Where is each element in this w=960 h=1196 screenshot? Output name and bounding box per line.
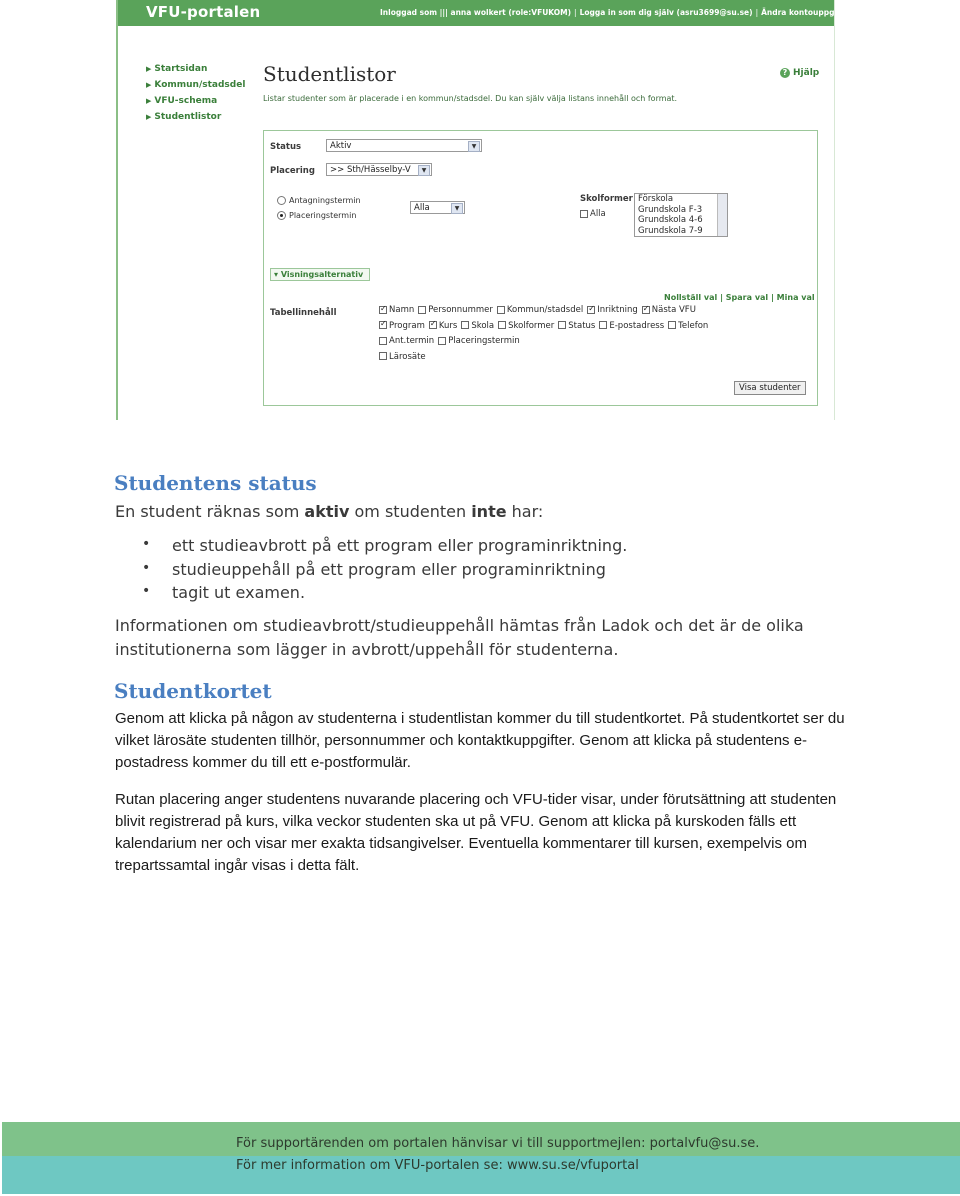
reset-selection-link[interactable]: Nollställ val [664, 293, 718, 302]
sidebar-item-vfu-schema[interactable]: ▶ VFU-schema [146, 96, 218, 106]
page-title: Studentlistor [263, 62, 396, 86]
status-label: Status [270, 142, 302, 152]
column-checkbox-lärosäte[interactable]: Lärosäte [379, 352, 426, 362]
placering-label: Placering [270, 166, 315, 176]
footer-banner [2, 1122, 960, 1194]
column-checkbox-kommun-stadsdel[interactable]: Kommun/stadsdel [497, 305, 583, 315]
column-checkbox-personnummer[interactable]: Personnummer [418, 305, 493, 315]
list-item[interactable]: Förskola [638, 194, 674, 204]
column-checkbox-kurs[interactable]: ✓ Kurs [429, 321, 457, 331]
checkbox [379, 321, 387, 329]
radio-antagningstermin[interactable]: Antagningstermin [277, 196, 361, 205]
my-selection-link[interactable]: Mina val [776, 293, 815, 302]
checkbox [379, 306, 387, 314]
column-checkbox-namn[interactable]: ✓ Namn [379, 305, 414, 315]
column-checkbox-placeringstermin[interactable]: Placeringstermin [438, 336, 520, 346]
radio-dot-selected [277, 211, 286, 220]
info-paragraph: Informationen om studieavbrott/studieuppehåll hämtas från Ladok och det är de olika institutionerna som lägger in avbrott/uppehåll för studenterna. [115, 616, 804, 659]
sidebar-item-studentlistor[interactable]: ▶ Studentlistor [146, 112, 222, 122]
portal-topbar [118, 0, 899, 26]
checkbox [498, 321, 506, 329]
page-subtitle: Listar studenter som är placerade i en kommun/stadsdel. Du kan själv välja listans innehåll och format. [263, 94, 678, 103]
listbox-scrollbar[interactable] [717, 194, 727, 236]
preset-links: Nollställ val | Spara val | Mina val [664, 293, 815, 302]
sidebar-item-kommun[interactable]: ▶ Kommun/stadsdel [146, 80, 246, 90]
checkbox [379, 337, 387, 345]
column-checkbox-skolformer[interactable]: Skolformer [498, 321, 554, 331]
checkbox [418, 306, 426, 314]
tabellinnehall-label: Tabellinnehåll [270, 308, 337, 318]
list-item[interactable]: Grundskola F-3 [638, 204, 703, 215]
chevron-down-icon: ▼ [418, 165, 430, 176]
column-checkbox-program[interactable]: ✓Program [379, 321, 425, 331]
list-item: • tagit ut examen. [142, 583, 627, 607]
studentkortet-paragraph-1: Genom att klicka på någon av studenterna i studentlistan kommer du till studentkortet. På studentkortet ser du vilket lärosäte studenten tillhör, personnummer och kontaktkuppgifter. Genom att klicka på studentens e-postadress kommer du till ett e-postformulär. [115, 710, 845, 771]
checkbox [497, 306, 505, 314]
chevron-down-icon: ▾ [274, 270, 281, 279]
portal-logo: VFU-portalen [146, 3, 261, 21]
filter-form [263, 130, 818, 406]
logged-in-as-text: Inloggad som ||| anna wolkert (role:VFUKOM) [380, 8, 572, 17]
heading-studentkortet: Studentkortet [114, 679, 272, 703]
column-checkbox-ant-termin[interactable]: Ant.termin [379, 336, 434, 346]
column-checkbox-nästa-vfu[interactable]: ✓ Nästa VFU [642, 305, 696, 315]
portal-screenshot [116, 0, 899, 420]
column-checkbox-e-postadress[interactable]: E-postadress [599, 321, 664, 331]
checkbox [558, 321, 566, 329]
termin-select[interactable]: Alla ▼ [410, 201, 465, 214]
help-link[interactable]: ? Hjälp [780, 68, 819, 78]
visningsalternativ-toggle[interactable]: ▾ Visningsalternativ [270, 268, 370, 281]
save-selection-link[interactable]: Spara val [725, 293, 769, 302]
help-icon: ? [780, 68, 790, 78]
skolformer-alla-checkbox[interactable]: Alla [580, 209, 606, 219]
checkbox-row [379, 321, 712, 337]
sidebar-item-startsidan[interactable]: ▶ Startsidan [146, 64, 208, 74]
checkbox [429, 321, 437, 329]
placering-select[interactable]: >> Sth/Hässelby-V ▼ [326, 163, 432, 176]
portal-toplinks: Inloggad som ||| anna wolkert (role:VFUKOM) | Logga in som dig själv (asru3699@su.se) | Ändra kontouppgifter | Logga ut [380, 8, 899, 17]
checkbox [438, 337, 446, 345]
status-select[interactable]: Aktiv ▼ [326, 139, 482, 152]
heading-student-status: Studentens status [114, 471, 317, 495]
studentkortet-paragraph-2: Rutan placering anger studentens nuvarande placering och VFU-tider visar, under förutsättning att studenten blivit registrerad på kurs, vilka veckor studenten ska ut på VFU. Genom att klicka på kurskoden fälls ett kalendarium ner och visar mer exakta tidsangivelser. Eventuella kommentarer till kursen, exempelvis om trepartssamtal ingår visas i detta fält. [115, 791, 837, 874]
checkbox [599, 321, 607, 329]
skolformer-listbox[interactable] [634, 193, 728, 237]
radio-dot [277, 196, 286, 205]
list-item: • studieuppehåll på ett program eller programinriktning [142, 560, 627, 584]
status-intro: En student räknas som aktiv om studenten inte har: [115, 502, 544, 521]
column-checkbox-status[interactable]: Status [558, 321, 595, 331]
checkbox [379, 352, 387, 360]
status-bullet-list [142, 536, 627, 607]
triangle-right-icon: ▶ [146, 81, 152, 89]
checkbox [668, 321, 676, 329]
chevron-down-icon: ▼ [468, 141, 480, 152]
triangle-right-icon: ▶ [146, 97, 152, 105]
chevron-down-icon: ▼ [451, 203, 463, 214]
column-checkbox-skola[interactable]: Skola [461, 321, 494, 331]
show-students-button[interactable]: Visa studenter [734, 381, 806, 395]
logout-link[interactable]: Logga ut [861, 8, 899, 17]
checkbox [587, 306, 595, 314]
sidebar-nav [146, 64, 245, 128]
skolformer-label: Skolformer [580, 194, 633, 204]
column-checkbox-telefon[interactable]: Telefon [668, 321, 708, 331]
triangle-right-icon: ▶ [146, 113, 152, 121]
checkbox-row [379, 352, 712, 368]
list-item: • ett studieavbrott på ett program eller programinriktning. [142, 536, 627, 560]
footer-info-text: För mer information om VFU-portalen se: www.su.se/vfuportal [236, 1158, 639, 1173]
checkbox [580, 210, 588, 218]
checkbox-row [379, 336, 712, 352]
change-account-link[interactable]: Ändra kontouppgifter [761, 8, 853, 17]
checkbox [461, 321, 469, 329]
login-as-self-link[interactable]: Logga in som dig själv (asru3699@su.se) [579, 8, 753, 17]
radio-placeringstermin[interactable]: Placeringstermin [277, 211, 356, 220]
list-item[interactable]: Grundskola 4-6 [638, 215, 703, 225]
footer-support-text: För supportärenden om portalen hänvisar vi till supportmejlen: portalvfu@su.se. [236, 1136, 760, 1151]
column-checkbox-inriktning[interactable]: ✓ Inriktning [587, 305, 638, 315]
column-checkboxes [379, 305, 712, 367]
checkbox [642, 306, 650, 314]
list-item[interactable]: Grundskola 7-9 [638, 225, 703, 236]
triangle-right-icon: ▶ [146, 65, 152, 73]
